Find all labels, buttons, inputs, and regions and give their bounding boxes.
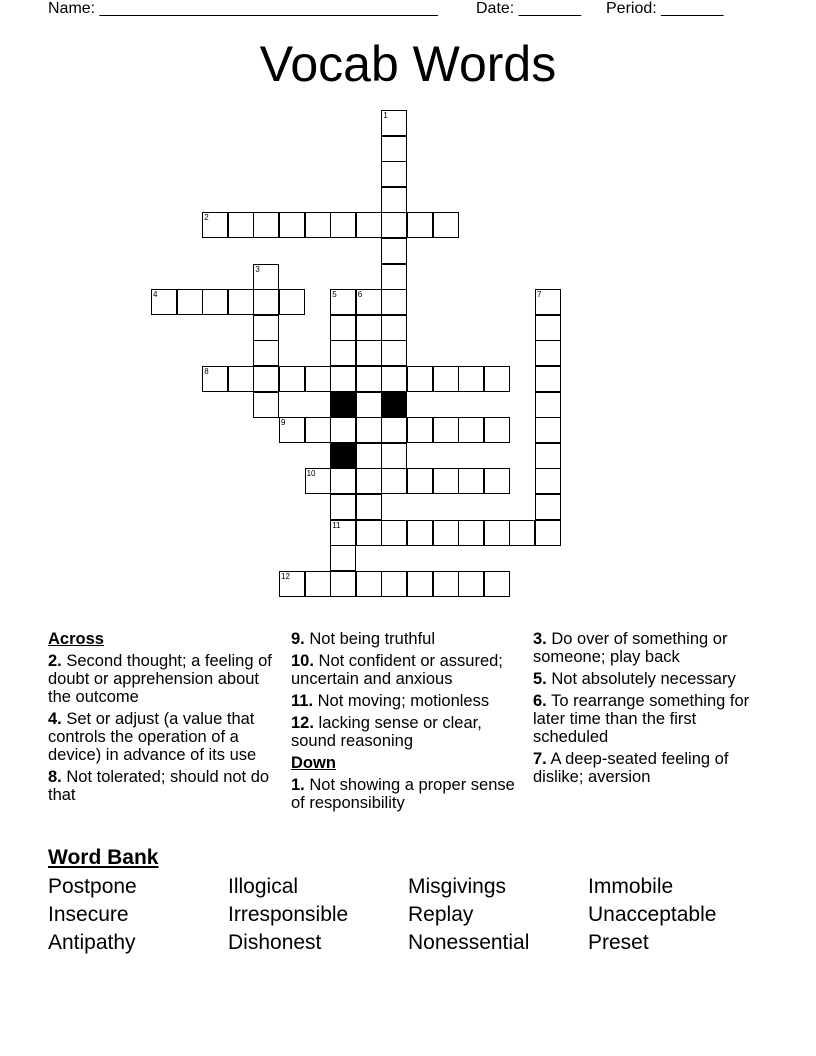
crossword-cell[interactable] [381,289,407,315]
crossword-cell[interactable] [356,571,382,597]
crossword-cell[interactable] [535,443,561,469]
crossword-cell[interactable] [433,468,459,494]
crossword-cell[interactable] [253,392,279,418]
word-bank-item: Irresponsible [228,903,349,926]
crossword-cell[interactable] [356,315,382,341]
crossword-cell[interactable] [381,392,407,418]
crossword-cell[interactable] [253,366,279,392]
crossword-cell[interactable] [330,340,356,366]
crossword-cell[interactable] [279,571,305,597]
crossword-cell[interactable] [151,289,177,315]
clue-text: Not moving; motionless [317,692,490,710]
clue-across-11 [291,692,526,710]
crossword-cell[interactable] [330,315,356,341]
crossword-cell[interactable] [253,340,279,366]
crossword-cell[interactable] [356,494,382,520]
word-bank-item: Replay [408,903,474,926]
clues-column-3 [533,630,768,790]
clue-number: 6. [533,692,547,710]
clue-number: 7. [533,750,547,768]
clue-text: Do over of something or someone; play back [533,630,728,666]
clue-number: 8. [48,768,62,786]
crossword-cell[interactable] [330,571,356,597]
crossword-cell[interactable] [381,187,407,213]
crossword-cell[interactable] [484,417,510,443]
crossword-cell[interactable] [253,212,279,238]
crossword-cell[interactable] [381,136,407,162]
crossword-cell[interactable] [535,392,561,418]
crossword-cell[interactable] [253,315,279,341]
crossword-cell[interactable] [356,289,382,315]
crossword-cell[interactable] [407,212,433,238]
crossword-cell[interactable] [484,366,510,392]
clue-down-5 [533,670,768,688]
clue-text: To rearrange something for later time than the first scheduled [533,692,750,746]
crossword-cell[interactable] [535,417,561,443]
crossword-cell[interactable] [407,520,433,546]
crossword-cell[interactable] [458,468,484,494]
crossword-cell[interactable] [228,212,254,238]
crossword-cell[interactable] [305,212,331,238]
crossword-cell[interactable] [330,366,356,392]
crossword-cell[interactable] [433,520,459,546]
crossword-cell[interactable] [484,571,510,597]
crossword-cell[interactable] [535,468,561,494]
clues-column-1 [48,630,283,808]
crossword-cell[interactable] [253,264,279,290]
crossword-cell[interactable] [458,417,484,443]
word-bank-item: Preset [588,931,649,954]
crossword-cell[interactable] [381,161,407,187]
cell-number: 6 [357,290,363,300]
clue-number: 5. [533,670,547,688]
date-field: Date: _______ [476,0,581,17]
clue-across-10 [291,652,526,688]
crossword-cell[interactable] [458,366,484,392]
clue-text: Not tolerated; should not do that [48,768,270,804]
clue-text: Second thought; a feeling of doubt or apprehension about the outcome [48,652,272,706]
across-heading: Across [48,630,104,648]
crossword-cell[interactable] [433,417,459,443]
crossword-cell[interactable] [458,520,484,546]
crossword-cell[interactable] [381,520,407,546]
crossword-cell[interactable] [356,443,382,469]
clue-number: 9. [291,630,305,648]
word-bank-item: Dishonest [228,931,322,954]
crossword-cell[interactable] [381,417,407,443]
crossword-cell[interactable] [381,468,407,494]
crossword-cell[interactable] [305,366,331,392]
word-bank-item: Misgivings [408,875,507,898]
crossword-cell[interactable] [407,468,433,494]
crossword-cell[interactable] [253,289,279,315]
crossword-cell[interactable] [330,392,356,418]
clue-across-8 [48,768,283,804]
crossword-cell[interactable] [305,417,331,443]
clue-number: 1. [291,776,305,794]
header [48,0,768,20]
crossword-cell[interactable] [356,340,382,366]
crossword-cell[interactable] [279,289,305,315]
clue-down-6 [533,692,768,746]
crossword-cell[interactable] [535,520,561,546]
clue-text: A deep-seated feeling of dislike; aversion [533,750,729,786]
crossword-cell[interactable] [202,289,228,315]
crossword-cell[interactable] [202,366,228,392]
clue-number: 11. [291,692,314,710]
crossword-cell[interactable] [330,468,356,494]
word-bank-item: Antipathy [48,931,136,954]
clue-number: 4. [48,710,62,728]
crossword-cell[interactable] [381,571,407,597]
clue-number: 10. [291,652,314,670]
down-heading: Down [291,754,336,772]
crossword-cell[interactable] [407,366,433,392]
clue-number: 3. [533,630,547,648]
crossword-cell[interactable] [484,520,510,546]
crossword-cell[interactable] [356,417,382,443]
clue-text: Not absolutely necessary [551,670,736,688]
crossword-cell[interactable] [381,264,407,290]
cell-number: 5 [332,290,337,300]
clue-across-4 [48,710,283,764]
crossword-cell[interactable] [509,520,535,546]
word-bank-item: Unacceptable [588,903,717,926]
crossword-cell[interactable] [228,366,254,392]
crossword-cell[interactable] [356,212,382,238]
crossword-cell[interactable] [330,443,356,469]
word-bank-item: Nonessential [408,931,530,954]
crossword-cell[interactable] [535,289,561,315]
clue-down-1 [291,776,526,812]
crossword-cell[interactable] [356,366,382,392]
crossword-cell[interactable] [381,238,407,264]
word-bank-heading: Word Bank [48,846,159,869]
crossword-cell[interactable] [381,212,407,238]
cell-number: 12 [281,571,290,581]
crossword-cell[interactable] [279,212,305,238]
crossword-cell[interactable] [381,315,407,341]
crossword-cell[interactable] [535,340,561,366]
clue-down-3 [533,630,768,666]
cell-number: 7 [537,290,542,300]
crossword-cell[interactable] [433,212,459,238]
crossword-cell[interactable] [228,289,254,315]
word-bank-item: Immobile [588,875,674,898]
crossword-cell[interactable] [433,366,459,392]
crossword-cell[interactable] [433,571,459,597]
crossword-cell[interactable] [356,392,382,418]
clue-text: Set or adjust (a value that controls the operation of a device) in advance of its use [48,710,257,764]
crossword-cell[interactable] [356,468,382,494]
cell-number: 2 [204,213,209,223]
crossword-cell[interactable] [381,366,407,392]
cell-number: 10 [306,469,316,479]
crossword-cell[interactable] [330,520,356,546]
clue-across-9 [291,630,526,648]
crossword-cell[interactable] [484,468,510,494]
clue-number: 12. [291,714,314,732]
word-bank-item: Illogical [228,875,299,898]
crossword-cell[interactable] [330,417,356,443]
crossword-cell[interactable] [356,520,382,546]
crossword-cell[interactable] [330,212,356,238]
crossword-cell[interactable] [381,443,407,469]
clue-across-12 [291,714,526,750]
crossword-cell[interactable] [381,110,407,136]
word-bank-item: Insecure [48,903,129,926]
period-field: Period: _______ [606,0,724,17]
clues-column-2 [291,630,526,816]
cell-number: 9 [281,418,286,428]
word-bank-item: Postpone [48,875,137,898]
clue-text: Not confident or assured; uncertain and anxious [291,652,503,688]
cell-number: 3 [255,264,260,274]
clue-down-7 [533,750,768,786]
crossword-cell[interactable] [330,545,356,571]
cell-number: 11 [332,520,341,530]
crossword-cell[interactable] [305,571,331,597]
crossword-cell[interactable] [177,289,203,315]
clue-text: Not showing a proper sense of responsibility [291,776,515,812]
crossword-cell[interactable] [305,468,331,494]
clue-number: 2. [48,652,62,670]
crossword-cell[interactable] [535,315,561,341]
crossword-cell[interactable] [535,366,561,392]
page-title: Vocab Words [259,36,557,92]
clue-text: Not being truthful [309,630,436,648]
crossword-cell[interactable] [381,340,407,366]
crossword-cell[interactable] [330,289,356,315]
cell-number: 4 [153,290,158,300]
crossword-cell[interactable] [330,494,356,520]
name-field: Name: ______________________________________ [48,0,438,17]
crossword-cell[interactable] [202,212,228,238]
crossword-cell[interactable] [535,494,561,520]
crossword-cell[interactable] [279,417,305,443]
cell-number: 8 [204,367,209,376]
crossword-cell[interactable] [458,571,484,597]
clue-text: lacking sense or clear, sound reasoning [291,714,482,750]
cell-number: 1 [383,111,388,120]
crossword-cell[interactable] [279,366,305,392]
crossword-cell[interactable] [407,571,433,597]
clue-across-2 [48,652,283,706]
crossword-cell[interactable] [407,417,433,443]
